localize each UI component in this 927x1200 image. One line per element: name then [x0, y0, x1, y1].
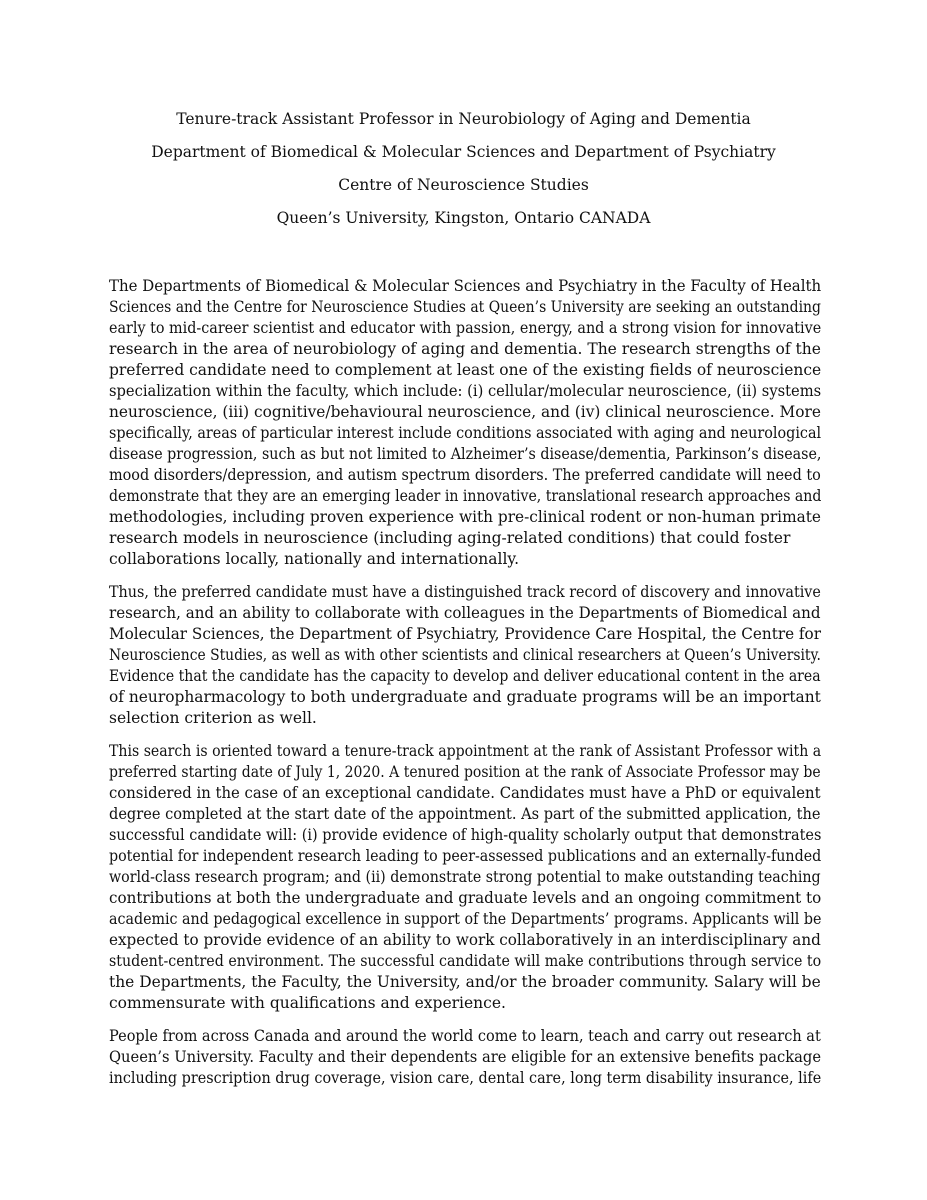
paragraph-line: contributions at both the undergraduate and graduate levels and an ongoing commitment to — [109, 889, 822, 907]
paragraph-line: Thus, the preferred candidate must have a distinguished track record of discovery and innovative — [109, 583, 821, 601]
paragraph-line: disease progression, such as but not limited to Alzheimer’s disease/dementia, Parkinson’s disease, — [109, 445, 822, 463]
paragraph-line: mood disorders/depression, and autism spectrum disorders. The preferred candidate will need to — [109, 466, 821, 484]
paragraph-line: research, and an ability to collaborate with colleagues in the Departments of Biomedical and — [109, 604, 821, 622]
paragraph-line: world-class research program; and (ii) demonstrate strong potential to make outstanding teaching — [109, 868, 821, 886]
paragraph-line: specifically, areas of particular interest include conditions associated with aging and neurological — [109, 424, 822, 442]
paragraph-line: of neuropharmacology to both undergraduate and graduate programs will be an important — [109, 688, 821, 706]
paragraph-line: preferred starting date of July 1, 2020. A tenured position at the rank of Associate Professor may be — [109, 763, 821, 781]
paragraph-line: methodologies, including proven experience with pre-clinical rodent or non-human primate — [109, 508, 821, 526]
paragraph-line: Molecular Sciences, the Department of Psychiatry, Providence Care Hospital, the Centre for — [109, 625, 821, 643]
paragraph-line: student-centred environment. The successful candidate will make contributions through service to — [109, 952, 822, 970]
document-body — [109, 276, 821, 1101]
paragraph-line: considered in the case of an exceptional candidate. Candidates must have a PhD or equivalent — [109, 784, 821, 802]
paragraph-line: successful candidate will: (i) provide evidence of high-quality scholarly output that demonstrates — [109, 826, 822, 844]
paragraph-line: research in the area of neurobiology of aging and dementia. The research strengths of the — [109, 340, 821, 358]
paragraph-line: Queen’s University. Faculty and their dependents are eligible for an extensive benefits package — [109, 1048, 822, 1066]
paragraph-line: Neuroscience Studies, as well as with other scientists and clinical researchers at Queen’s University. — [109, 646, 821, 664]
paragraph-line: Evidence that the candidate has the capacity to develop and deliver educational content in the area — [109, 667, 821, 685]
position-title: Tenure-track Assistant Professor in Neurobiology of Aging and Dementia — [176, 110, 751, 128]
paragraph-line: The Departments of Biomedical & Molecular Sciences and Psychiatry in the Faculty of Health — [109, 277, 822, 295]
paragraph-line: potential for independent research leading to peer-assessed publications and an externally-funded — [109, 847, 822, 865]
paragraph-line: academic and pedagogical excellence in support of the Departments’ programs. Applicants will be — [109, 910, 822, 928]
paragraph-line: expected to provide evidence of an ability to work collaboratively in an interdisciplinary and — [109, 931, 821, 949]
paragraph-line: degree completed at the start date of the appointment. As part of the submitted application, the — [109, 805, 821, 823]
paragraph-line: research models in neuroscience (including aging-related conditions) that could foster — [109, 529, 791, 547]
paragraph-line: People from across Canada and around the world come to learn, teach and carry out research at — [109, 1027, 821, 1045]
paragraph-line: Sciences and the Centre for Neuroscience Studies at Queen’s University are seeking an outstanding — [109, 298, 821, 316]
paragraph-line: commensurate with qualifications and experience. — [109, 994, 506, 1012]
paragraph-line: preferred candidate need to complement at least one of the existing fields of neuroscience — [109, 361, 822, 379]
paragraph-line: This search is oriented toward a tenure-track appointment at the rank of Assistant Professor with a — [109, 742, 822, 760]
centre-line: Centre of Neuroscience Studies — [338, 176, 589, 194]
university-location-line: Queen’s University, Kingston, Ontario CANADA — [276, 209, 651, 227]
paragraph-line: the Departments, the Faculty, the University, and/or the broader community. Salary will be — [109, 973, 821, 991]
body-paragraph — [109, 276, 821, 570]
paragraph-line: early to mid-career scientist and educator with passion, energy, and a strong vision for innovative — [109, 319, 822, 337]
body-paragraph — [109, 1026, 821, 1089]
department-line: Department of Biomedical & Molecular Sciences and Department of Psychiatry — [151, 143, 776, 161]
body-paragraph — [109, 582, 821, 729]
paragraph-line: specialization within the faculty, which include: (i) cellular/molecular neuroscience, (ii) systems — [109, 382, 822, 400]
paragraph-line: collaborations locally, nationally and internationally. — [109, 550, 520, 568]
document-header — [0, 108, 927, 240]
body-paragraph — [109, 741, 821, 1014]
paragraph-line: demonstrate that they are an emerging leader in innovative, translational research approaches and — [109, 487, 822, 505]
paragraph-line: including prescription drug coverage, vision care, dental care, long term disability insurance, life — [109, 1069, 822, 1087]
paragraph-line: neuroscience, (iii) cognitive/behavioural neuroscience, and (iv) clinical neuroscience. More — [109, 403, 821, 421]
paragraph-line: selection criterion as well. — [109, 709, 317, 727]
